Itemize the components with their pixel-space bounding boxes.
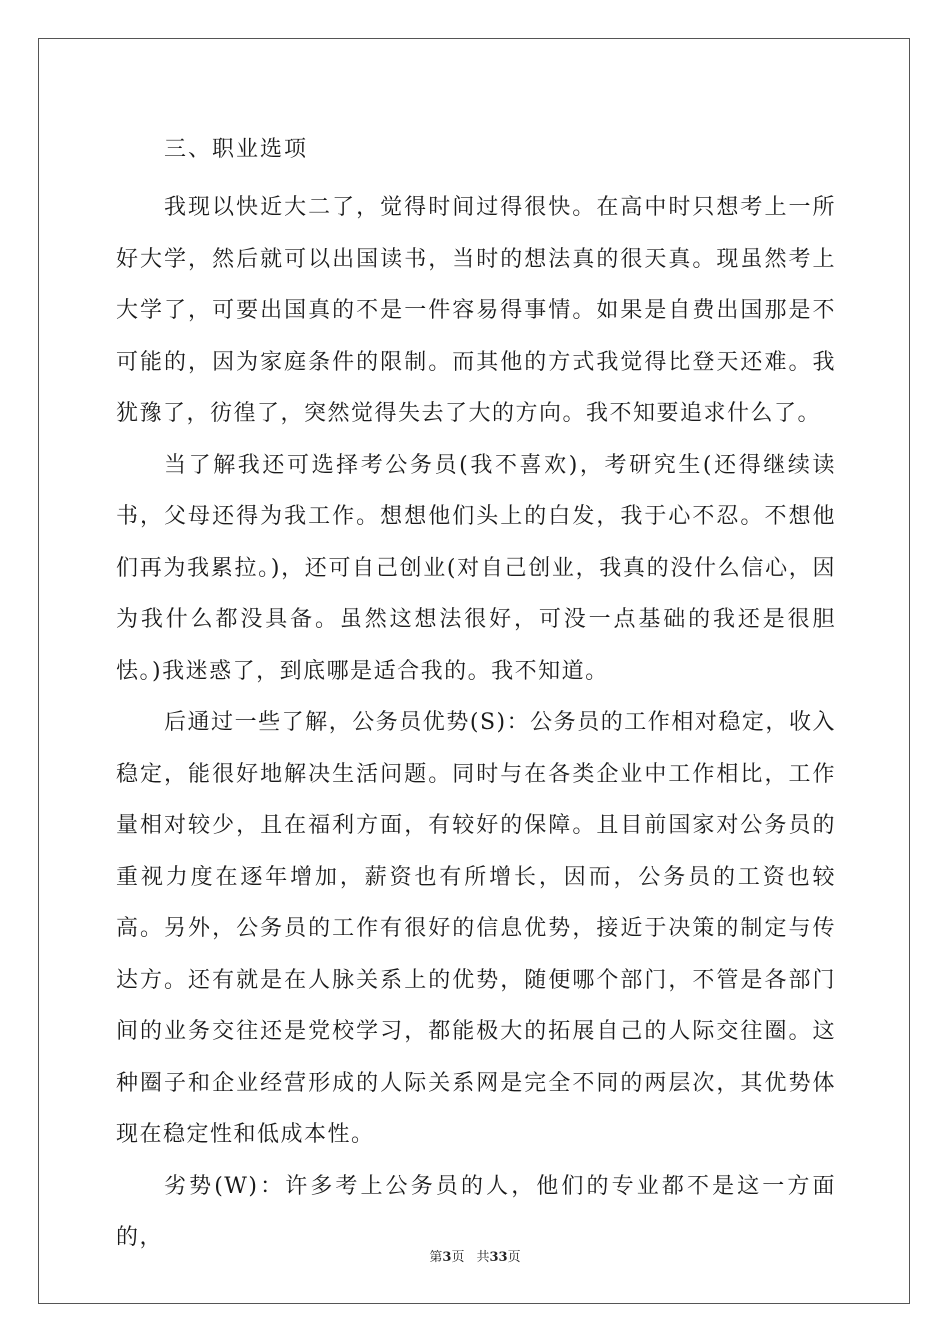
page-number: 3 xyxy=(442,1250,452,1265)
page-footer xyxy=(0,1246,950,1265)
page-suffix: 页 xyxy=(451,1250,465,1265)
paragraph-4: 劣势(W)：许多考上公务员的人，他们的专业都不是这一方面的， xyxy=(116,1173,836,1250)
section-heading: 三、职业选项 xyxy=(164,137,309,162)
paragraph-3: 后通过一些了解，公务员优势(S)：公务员的工作相对稳定，收入稳定，能很好地解决生活问题。同时与在各类企业中工作相比，工作量相对较少，且在福利方面，有较好的保障。且目前国家对公务员的重视力度在逐年增加，薪资也有所增长，因而，公务员的工资也较高。另外，公务员的工作有很好的信息优势，接近于决策的制定与传达方。还有就是在人脉关系上的优势，随便哪个部门，不管是各部门间的业务交往还是党校学习，都能极大的拓展自己的人际交往圈。这种圈子和企业经营形成的人际关系网是完全不同的两层次，其优势体现在稳定性和低成本性。 xyxy=(116,710,836,1147)
total-pages: 33 xyxy=(489,1250,508,1265)
paragraph-1: 我现以快近大二了，觉得时间过得很快。在高中时只想考上一所好大学，然后就可以出国读书，当时的想法真的很天真。现虽然考上大学了，可要出国真的不是一件容易得事情。如果是自费出国那是不可能的，因为家庭条件的限制。而其他的方式我觉得比登天还难。我犹豫了，彷徨了，突然觉得失去了大的方向。我不知要追求什么了。 xyxy=(116,195,836,426)
total-prefix: 共 xyxy=(476,1250,490,1265)
page-prefix: 第 xyxy=(429,1250,443,1265)
document-body xyxy=(116,132,836,1264)
total-suffix: 页 xyxy=(507,1250,521,1265)
paragraph-2: 当了解我还可选择考公务员(我不喜欢)，考研究生(还得继续读书，父母还得为我工作。想想他们头上的白发，我于心不忍。不想他们再为我累拉。)，还可自己创业(对自己创业，我真的没什么信心，因为我什么都没具备。虽然这想法很好，可没一点基础的我还是很胆怯。)我迷惑了，到底哪是适合我的。我不知道。 xyxy=(116,452,836,684)
